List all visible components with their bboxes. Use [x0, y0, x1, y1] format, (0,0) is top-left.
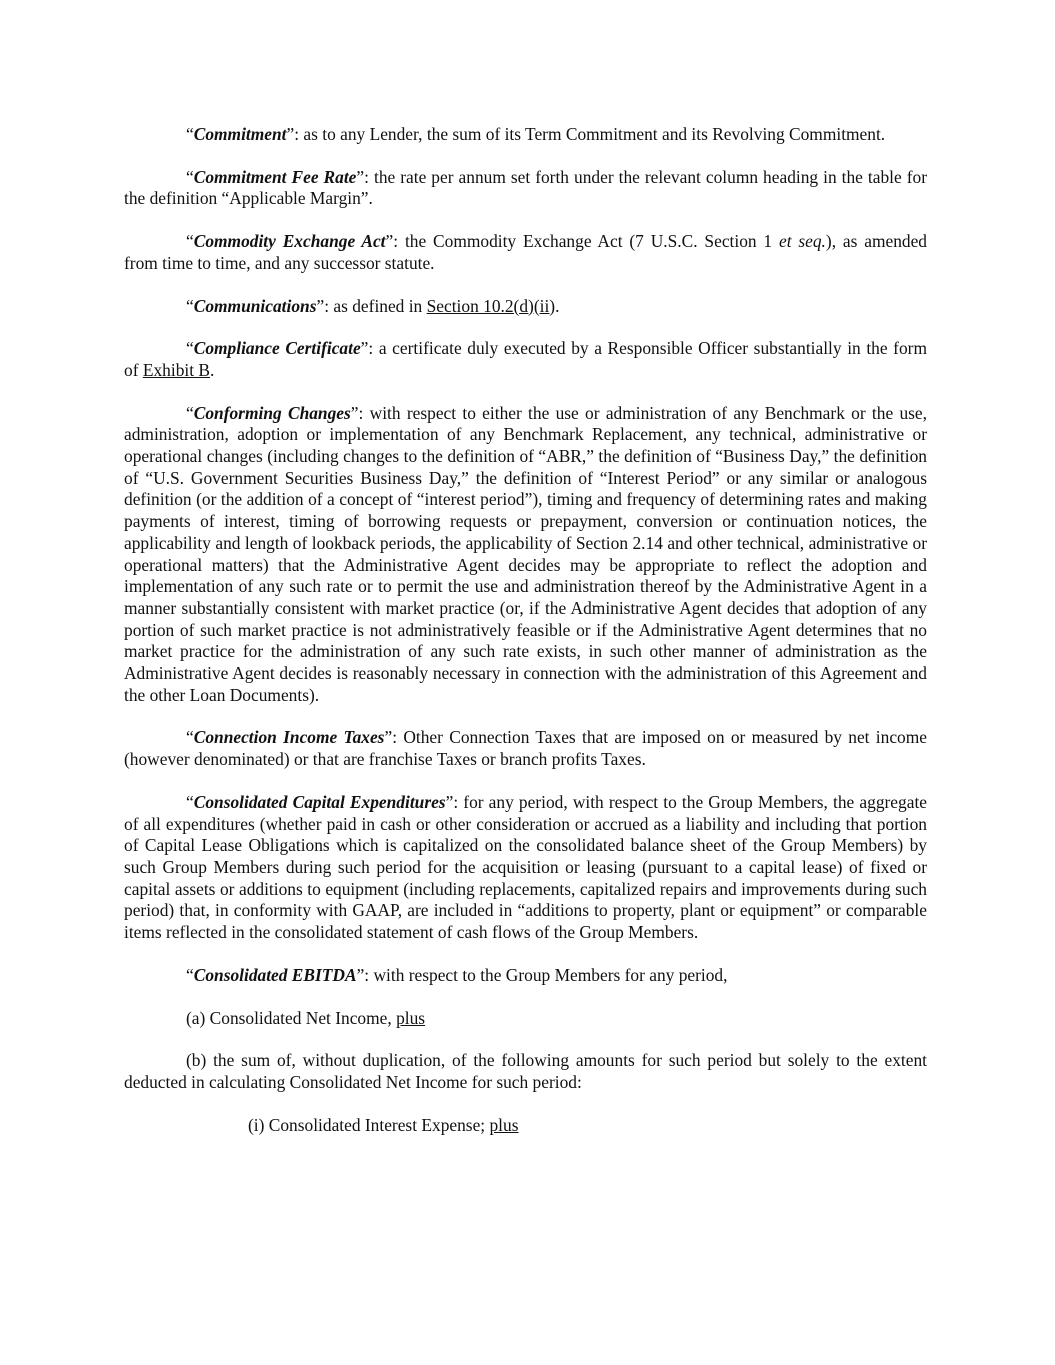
definition-consolidated-capital-expenditures: “Consolidated Capital Expenditures”: for any period, with respect to the Group Members, the aggregate of all expenditures (whether paid in cash or other consideration or accrued as a liability and including that portion of Capital Lease Obligations which is capitalized on the consolidated balance sheet of the Group Members) by such Group Members during such period for the acquisition or leasing (pursuant to a capital lease) of fixed or capital assets or additions to equipment (including replacements, capitalized repairs and improvements during such period) that, in conformity with GAAP, are included in “additions to property, plant or equipment” or comparable items reflected in the consolidated statement of cash flows of the Group Members. — [124, 791, 927, 943]
definition-text: : the rate per annum set forth under the relevant column heading in the table for the definition “Applicable Margin”. — [124, 166, 927, 209]
defined-term: Compliance Certificate — [193, 338, 361, 359]
definition-connection-income-taxes: “Connection Income Taxes”: Other Connection Taxes that are imposed on or measured by net income (however denominated) or that are franchise Taxes or branch profits Taxes. — [124, 727, 927, 770]
ebitda-clause-a: (a) Consolidated Net Income, plus — [186, 1007, 426, 1028]
defined-term: Consolidated Capital Expenditures — [193, 791, 446, 812]
defined-term: Consolidated EBITDA — [193, 964, 357, 985]
section-reference: Section 10.2(d)(ii) — [426, 295, 556, 316]
definition-text: : as to any Lender, the sum of its Term Commitment and its Revolving Commitment. — [294, 124, 886, 144]
definition-text: : for any period, with respect to the Group Members, the aggregate of all expenditures (whether paid in cash or other consideration or accrued as a liability and including that portion of Capital Lease Obligations which is capitalized on the consolidated balance sheet of the Group Members) by such Group Members during such period for the acquisition or leasing (pursuant to a capital lease) of fixed or capital assets or additions to equipment (including replacements, capitalized repairs and improvements during such period) that, in conformity with GAAP, are included in “additions to property, plant or equipment” or comparable items reflected in the consolidated statement of cash flows of the Group Members. — [124, 791, 927, 943]
definition-text: : as defined in — [324, 295, 427, 316]
defined-term: Communications — [193, 295, 317, 316]
definition-conforming-changes: “Conforming Changes”: with respect to either the use or administration of any Benchmark or the use, administration, adoption or implementation of any Benchmark Replacement, any technical, administrative or operational changes (including changes to the definition of “ABR,” the definition of “Business Day,” the definition of “U.S. Government Securities Business Day,” the definition of “Interest Period” or any similar or analogous definition (or the addition of a concept of “interest period”), timing and frequency of determining rates and making payments of interest, timing of borrowing requests or prepayment, conversion or continuation notices, the applicability and length of lookback periods, the applicability of Section 2.14 and other technical, administrative or operational matters) that the Administrative Agent decides may be appropriate to reflect the adoption and implementation of any such rate or to permit the use and administration thereof by the Administrative Agent in a manner substantially consistent with market practice (or, if the Administrative Agent decides that adoption of any portion of such market practice is not administratively feasible or if the Administrative Agent determines that no market practice for the administration of any such rate exists, in such other manner of administration as the Administrative Agent decides is reasonably necessary in connection with the administration of this Agreement and the other Loan Documents). — [124, 402, 927, 705]
definition-text: : Other Connection Taxes that are imposed on or measured by net income (however denominated) or that are franchise Taxes or branch profits Taxes. — [124, 727, 927, 770]
plus-connector: plus — [489, 1114, 519, 1135]
defined-term: Commitment — [193, 124, 287, 144]
definition-commitment: “Commitment”: as to any Lender, the sum of its Term Commitment and its Revolving Commitment. — [186, 124, 886, 144]
definition-commodity-exchange-act: “Commodity Exchange Act”: the Commodity Exchange Act (7 U.S.C. Section 1 et seq.), as amended from time to time, and any successor statute. — [124, 231, 928, 273]
ebitda-clause-b: (b) the sum of, without duplication, of the following amounts for such period but solely to the extent deducted in calculating Consolidated Net Income for such period: — [124, 1050, 927, 1092]
defined-term: Commitment Fee Rate — [193, 166, 357, 187]
ebitda-clause-b-i: (i) Consolidated Interest Expense; plus — [248, 1114, 519, 1135]
defined-term: Conforming Changes — [193, 402, 351, 423]
definition-text: : the Commodity Exchange Act (7 U.S.C. Section 1 — [393, 231, 779, 252]
definition-communications: “Communications”: as defined in Section 10.2(d)(ii). — [186, 295, 560, 316]
plus-connector: plus — [396, 1007, 426, 1028]
definition-text: : with respect to either the use or administration of any Benchmark or the use, administration, adoption or implementation of any Benchmark Replacement, any technical, administrative or operational changes (including changes to the definition of “ABR,” the definition of “Business Day,” the definition of “U.S. Government Securities Business Day,” the definition of “Interest Period” or any similar or analogous definition (or the addition of a concept of “interest period”), timing and frequency of determining rates and making payments of interest, timing of borrowing requests or prepayment, conversion or continuation notices, the applicability and length of lookback periods, the applicability of Section 2.14 and other technical, administrative or operational matters) that the Administrative Agent decides may be appropriate to reflect the adoption and implementation of any such rate or to permit the use and administration thereof by the Administrative Agent in a manner substantially consistent with market practice (or, if the Administrative Agent decides that adoption of any portion of such market practice is not administratively feasible or if the Administrative Agent determines that no market practice for the administration of any such rate exists, in such other manner of administration as the Administrative Agent decides is reasonably necessary in connection with the administration of this Agreement and the other Loan Documents). — [124, 402, 927, 705]
exhibit-reference: Exhibit B — [142, 359, 210, 380]
definition-text-tail: ), as amended from time to time, and any successor statute. — [124, 231, 928, 273]
definition-consolidated-ebitda: “Consolidated EBITDA”: with respect to the Group Members for any period, — [186, 964, 728, 985]
defined-term: Connection Income Taxes — [193, 727, 385, 748]
defined-term: Commodity Exchange Act — [193, 231, 386, 252]
definition-commitment-fee-rate: “Commitment Fee Rate”: the rate per annum set forth under the relevant column heading in the table for the definition “Applicable Margin”. — [124, 166, 927, 209]
definition-compliance-certificate: “Compliance Certificate”: a certificate duly executed by a Responsible Officer substantially in the form of Exhibit B. — [124, 338, 927, 380]
definition-text: : with respect to the Group Members for any period, — [364, 964, 728, 985]
latin-phrase: et seq. — [778, 231, 826, 252]
definition-text: : a certificate duly executed by a Responsible Officer substantially in the form of — [124, 338, 927, 380]
